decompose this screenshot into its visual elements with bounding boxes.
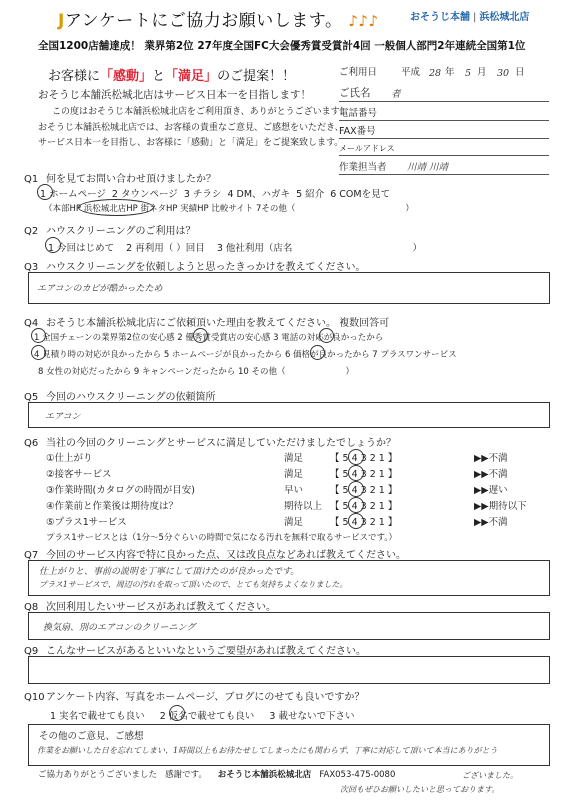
q5-text: 今回のハウスクリーニングの依頼箇所 xyxy=(46,392,216,403)
q5-number: Q5 xyxy=(24,392,39,403)
q1-sub-close: ） xyxy=(405,204,414,214)
q4-question xyxy=(24,314,389,329)
comments-answer-3: 次回もぜひお願いしたいと思っております。 xyxy=(340,785,500,794)
q1-sub-text: （本部HP 浜松城北店HP 街ネタHP 実績HP 比較サイト 7その他（ xyxy=(44,204,296,214)
date-label: ご利用日 xyxy=(339,67,378,78)
q2-question xyxy=(24,222,196,237)
q2-option-1[interactable]: 1 今回はじめて xyxy=(48,243,115,254)
q6-row-left: 期待以上 xyxy=(284,501,323,512)
q4-options-line-3-close: ） xyxy=(345,367,354,377)
fax-label: FAX番号 xyxy=(339,126,376,137)
q7-answer-box[interactable] xyxy=(28,560,550,596)
q10-text: アンケート内容、写真をホームページ、ブログにのせても良いですか？ xyxy=(46,692,365,703)
date-era: 平成 xyxy=(401,67,421,78)
q6-question xyxy=(24,434,396,449)
q6-row-5[interactable] xyxy=(40,514,530,530)
q3-answer: エアコンのカビが酷かったため xyxy=(37,284,163,294)
q6-number: Q6 xyxy=(24,438,39,449)
fax-row[interactable] xyxy=(339,122,549,139)
q5-answer-box[interactable] xyxy=(28,402,550,428)
q3-answer-box[interactable] xyxy=(28,272,550,304)
q5-question xyxy=(24,388,216,403)
q6-answer-circle-5 xyxy=(348,513,364,529)
propose-heading xyxy=(48,65,295,84)
staff-label: 作業担当者 xyxy=(339,162,387,173)
q10-number: Q10 xyxy=(24,692,45,703)
q6-row-2[interactable] xyxy=(40,466,530,482)
q6-answer-circle-2 xyxy=(348,465,364,481)
q3-question xyxy=(24,258,366,273)
q1-option-4[interactable]: 4 DM、ハガキ xyxy=(227,189,291,200)
q10-options xyxy=(50,708,354,722)
q8-text: 次回利用したいサービスがあれば教えてください。 xyxy=(46,602,276,613)
q6-answer-circle-4 xyxy=(348,497,364,513)
q6-row-left: 満足 xyxy=(284,453,304,464)
q6-row-right: ▶▶不満 xyxy=(474,469,508,480)
q1-option-1-circle xyxy=(37,184,53,200)
q6-row-scale[interactable]: 【 5 4 3 2 1 】 xyxy=(330,469,398,480)
q6-row-4[interactable] xyxy=(40,498,530,514)
q1-option-2[interactable]: 2 タウンページ xyxy=(111,189,178,200)
q4-circle-4 xyxy=(31,345,46,360)
q1-options xyxy=(40,186,390,200)
comments-label: その他のご意見、ご感想 xyxy=(39,731,144,742)
q4-circle-6 xyxy=(310,345,325,360)
phone-label: 電話番号 xyxy=(339,108,378,119)
q7-answer-line-1: 仕上がりと、事前の説明を丁寧にして頂けたのが良かったです。 xyxy=(39,567,300,577)
date-year-unit: 年 xyxy=(445,67,455,78)
q7-number: Q7 xyxy=(24,550,39,561)
q1-sub-circle xyxy=(78,199,154,216)
q2-option-2[interactable]: 2 再利用（ ）回目 xyxy=(126,243,205,254)
footer-store: おそうじ本舗浜松城北店 xyxy=(217,770,312,780)
q6-row-label: ⑤プラス1サービス xyxy=(46,517,127,528)
footer-fax: FAX053-475-0080 xyxy=(319,770,396,780)
title-mark: J xyxy=(58,11,65,31)
q6-row-label: ④作業前と作業後は期待度は？ xyxy=(46,501,179,512)
q4-text: おそうじ本舗浜松城北店にご依頼頂いた理由を教えてください。 複数回答可 xyxy=(46,318,390,329)
q4-circle-2 xyxy=(193,328,208,343)
intro-line-3b: サービス日本一を目指し、お客様に「感動」と「満足」をご提案致します。 xyxy=(38,138,344,148)
staff-value[interactable]: 川靖 川靖 xyxy=(407,162,449,173)
store-logo: おそうじ本舗 | 浜松城北店 xyxy=(410,12,530,23)
q4-number: Q4 xyxy=(24,318,39,329)
q4-circle-3 xyxy=(319,328,334,343)
q10-option-1[interactable]: 1 実名で載せても良い xyxy=(50,711,145,722)
intro-line-1: おそうじ本舗浜松城北店はサービス日本一を目指します！ xyxy=(38,89,311,101)
propose-kando: 「感動」 xyxy=(100,69,153,84)
comments-answer-2: ございました。 xyxy=(462,771,518,780)
date-day-unit: 日 xyxy=(515,67,525,78)
q8-answer: 換気扇、別のエアコンのクリーニング xyxy=(43,623,196,633)
q6-row-1[interactable] xyxy=(40,450,530,466)
propose-to: と xyxy=(152,69,166,84)
q6-row-left: 満足 xyxy=(284,517,304,528)
q6-answer-circle-3 xyxy=(348,481,364,497)
date-year[interactable]: 28 xyxy=(429,68,442,79)
q8-answer-box[interactable] xyxy=(28,612,550,640)
q2-option-3-close: ） xyxy=(412,243,422,254)
q7-answer-line-2: プラス1サービスで、周辺の汚れを取って頂いたので、とても気持ちよくなりました。 xyxy=(39,580,348,589)
q4-options-line-2[interactable]: 4 見積り時の対応が良かったから 5 ホームページが良かったから 6 価格が良かったから 7 プラスワンサービス xyxy=(34,350,457,360)
date-row xyxy=(339,63,549,79)
name-label: ご氏名 xyxy=(339,87,371,99)
q6-row-label: ①仕上がり xyxy=(46,453,93,464)
q2-options xyxy=(48,240,422,254)
q7-text: 今回のサービス内容で特に良かった点、又は改良点などあれば教えてください。 xyxy=(46,550,406,561)
q3-number: Q3 xyxy=(24,262,39,273)
q1-text: 何を見てお問い合わせ頂けましたか？ xyxy=(46,174,216,185)
q5-answer: エアコン xyxy=(45,412,81,422)
q3-text: ハウスクリーニングを依頼しようと思ったきっかけを教えてください。 xyxy=(46,262,366,273)
propose-manzoku: 「満足」 xyxy=(165,69,218,84)
q8-question xyxy=(24,598,276,613)
date-month-unit: 月 xyxy=(477,67,487,78)
q9-question xyxy=(24,642,366,657)
q4-options-line-1[interactable]: 1 全国チェーンの業界第2位の安心感 2 優秀賞受賞店の安心感 3 電話の対応が良かったから xyxy=(34,333,384,343)
q6-row-left: 満足 xyxy=(284,469,304,480)
footer-thanks: ご協力ありがとうございました xyxy=(38,770,158,780)
q10-option-3[interactable]: 3 載せないで下さい xyxy=(269,711,355,722)
q6-row-right: ▶▶期待以下 xyxy=(474,501,527,512)
logo-store: 浜松城北店 xyxy=(479,12,530,23)
q6-row-scale[interactable]: 【 5 4 3 2 1 】 xyxy=(330,501,398,512)
q1-option-6[interactable]: 6 COMを見て xyxy=(330,189,391,200)
music-notes-icon: ♪♪♪ xyxy=(348,12,379,30)
q10-question xyxy=(24,688,364,703)
q6-row-label: ③作業時間(カタログの時間が目安) xyxy=(46,485,195,496)
q6-row-left: 早い xyxy=(284,485,304,496)
survey-title xyxy=(58,6,379,31)
q2-option-1-circle xyxy=(45,237,61,253)
q9-text: こんなサービスがあるといいなというご要望があれば教えてください。 xyxy=(46,646,366,657)
headline: 全国1200店舗達成！ 業界第2位 27年度全国FC大会優秀賞受賞計4回 一般個人部門2年連続全国第1位 xyxy=(38,40,526,52)
intro-line-3 xyxy=(38,121,344,151)
q1-option-1[interactable]: 1 ホームページ xyxy=(40,189,106,200)
q6-row-label: ②接客サービス xyxy=(46,469,112,480)
q6-answer-circle-1 xyxy=(348,449,364,465)
name-row[interactable] xyxy=(339,83,549,102)
date-day[interactable]: 30 xyxy=(497,68,510,79)
q6-text: 当社の今回のクリーニングとサービスに満足していただけましたでしょうか？ xyxy=(46,438,396,449)
propose-prefix: お客様に xyxy=(48,69,101,84)
q6-row-right: ▶▶遅い xyxy=(474,485,508,496)
propose-suffix: のご提案！！ xyxy=(217,69,296,84)
q10-option-2[interactable]: 2 仮名で載せても良い xyxy=(159,711,255,722)
title-text: アンケートにご協力お願いします。 xyxy=(64,11,343,31)
name-value[interactable]: 者 xyxy=(391,89,401,100)
footer xyxy=(38,768,395,780)
q2-option-3[interactable]: 3 他社利用（店名 xyxy=(216,243,293,254)
phone-row[interactable] xyxy=(339,103,549,121)
mail-label: メールアドレス xyxy=(339,144,395,153)
q9-number: Q9 xyxy=(24,646,39,657)
date-month[interactable]: 5 xyxy=(465,68,472,79)
q1-option-5[interactable]: 5 紹介 xyxy=(296,189,325,200)
q6-row-right: ▶▶不満 xyxy=(474,517,508,528)
intro-line-2: この度はおそうじ本舗浜松城北店をご利用頂き、ありがとうございます！ xyxy=(52,107,349,117)
q6-row-scale[interactable]: 【 5 4 3 2 1 】 xyxy=(330,517,398,528)
q4-options-line-3-text[interactable]: 8 女性の対応だったから 9 キャンペーンだったから 10 その他（ xyxy=(38,367,286,377)
q4-options-line-3 xyxy=(38,365,354,377)
q1-question xyxy=(24,170,216,185)
q6-note: プラス1サービスとは（1分～5分ぐらいの時間で気になる汚れを無料で取るサービスです。） xyxy=(46,533,398,543)
q1-option-3[interactable]: 3 チラシ xyxy=(183,189,222,200)
footer-grateful: 感謝です。 xyxy=(165,770,207,780)
q8-number: Q8 xyxy=(24,602,39,613)
q4-circle-1 xyxy=(31,328,46,343)
q7-question xyxy=(24,546,406,561)
logo-brand: おそうじ本舗 xyxy=(410,12,470,23)
comments-box[interactable] xyxy=(28,724,550,766)
intro-line-3a: おそうじ本舗浜松城北店では、お客様の貴重なご意見、ご感想をいただき、 xyxy=(38,123,344,133)
q9-answer-box[interactable] xyxy=(28,656,550,684)
q2-text: ハウスクリーニングのご利用は？ xyxy=(46,226,196,237)
mail-row[interactable] xyxy=(339,140,549,156)
staff-row[interactable] xyxy=(339,157,549,175)
q10-option-2-circle xyxy=(169,705,185,721)
q2-number: Q2 xyxy=(24,226,39,237)
comments-answer: 作業をお願いした日を忘れてしまい、1時間以上もお待たせしてしまったにも関わらず、丁寧に対応して頂いて本当にありがとう xyxy=(37,746,498,755)
q1-number: Q1 xyxy=(24,174,39,185)
q6-row-3[interactable] xyxy=(40,482,530,498)
q6-row-scale[interactable]: 【 5 4 3 2 1 】 xyxy=(330,485,398,496)
q6-row-scale[interactable]: 【 5 4 3 2 1 】 xyxy=(330,453,398,464)
q6-row-right: ▶▶不満 xyxy=(474,453,508,464)
